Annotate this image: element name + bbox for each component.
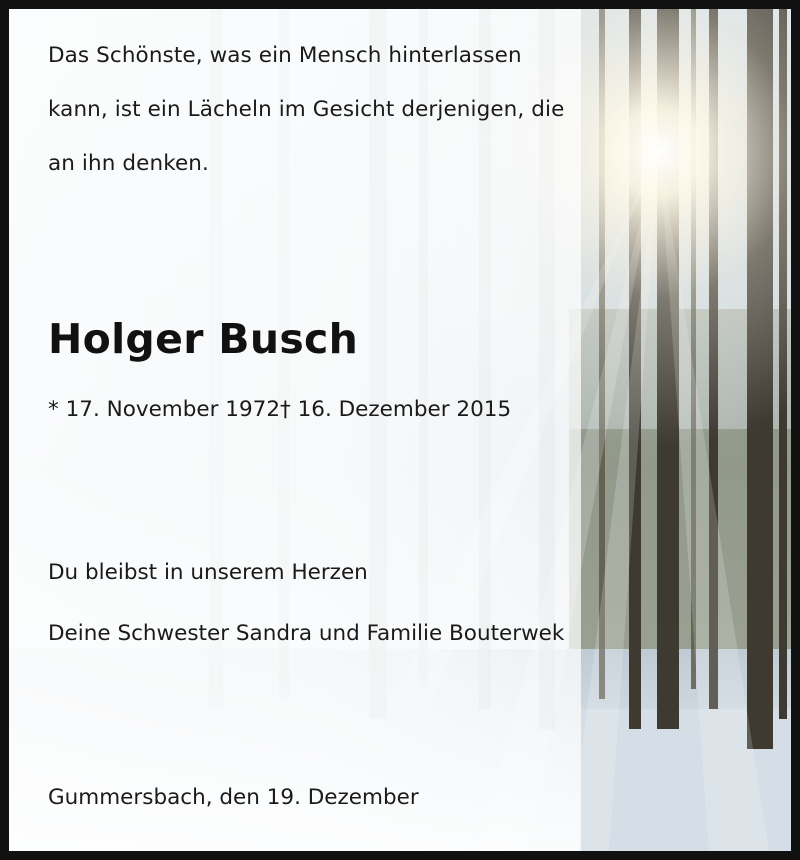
quote-line-2: kann, ist ein Lächeln im Gesicht derjenigen, die <box>48 97 565 122</box>
place-and-date: Gummersbach, den 19. Dezember <box>48 785 419 810</box>
deceased-name: Holger Busch <box>48 315 359 363</box>
quote-line-1: Das Schönste, was ein Mensch hinterlassen <box>48 43 522 68</box>
life-dates: * 17. November 1972† 16. Dezember 2015 <box>48 397 512 422</box>
quote-line-3: an ihn denken. <box>48 151 209 176</box>
farewell-line: Du bleibst in unserem Herzen <box>48 560 368 585</box>
text-overlay-veil <box>9 9 581 851</box>
mourners-signature: Deine Schwester Sandra und Familie Bouterwek <box>48 621 565 646</box>
